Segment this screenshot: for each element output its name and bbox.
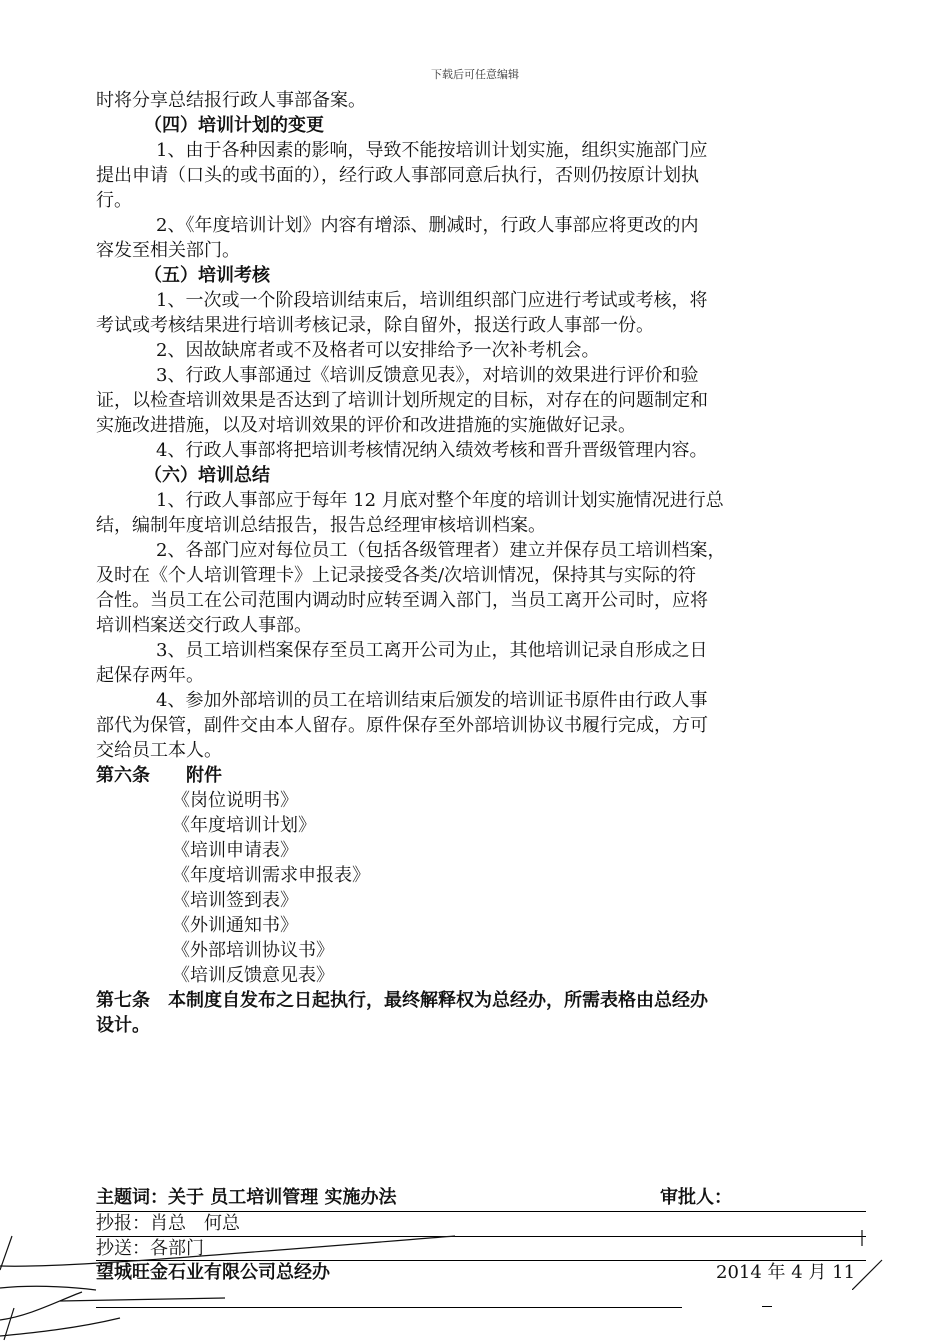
- document-body: [96, 88, 860, 1038]
- attachment-item: 《年度培训计划》: [172, 815, 316, 836]
- paragraph-line: 行。: [96, 190, 132, 211]
- cc-send-line: 抄送：各部门: [96, 1238, 204, 1259]
- paragraph-line: 2、各部门应对每位员工（包括各级管理者）建立并保存员工培训档案，: [156, 540, 726, 561]
- paragraph-line: 3、行政人事部通过《培训反馈意见表》，对培训的效果进行评价和验: [156, 365, 699, 386]
- paragraph-line: 2、《年度培训计划》内容有增添、删减时，行政人事部应将更改的内: [156, 215, 699, 236]
- section-title-6: （六）培训总结: [144, 465, 270, 486]
- attachment-item: 《年度培训需求申报表》: [172, 865, 370, 886]
- issue-date: 2014 年 4 月 11: [716, 1262, 856, 1283]
- paragraph-line: 1、由于各种因素的影响，导致不能按培训计划实施，组织实施部门应: [156, 140, 708, 161]
- article-7-line: 第七条 本制度自发布之日起执行，最终解释权为总经办，所需表格由总经办: [96, 990, 708, 1011]
- subject-keywords: 主题词：关于 员工培训管理 实施办法: [96, 1187, 397, 1208]
- cc-report-line: 抄报：肖总 何总: [96, 1213, 240, 1234]
- attachment-item: 《外训通知书》: [172, 915, 298, 936]
- paragraph-line: 4、行政人事部将把培训考核情况纳入绩效考核和晋升晋级管理内容。: [156, 440, 708, 461]
- scan-scribble-mark: [0, 1228, 460, 1344]
- paragraph-line: 交给员工本人。: [96, 740, 222, 761]
- attachment-item: 《岗位说明书》: [172, 790, 298, 811]
- section-title-4: （四）培训计划的变更: [144, 115, 324, 136]
- article-6-heading: [96, 763, 860, 788]
- tick-mark: [762, 1306, 772, 1307]
- paragraph-line: 4、参加外部培训的员工在培训结束后颁发的培训证书原件由行政人事: [156, 690, 708, 711]
- attachment-item: 《培训反馈意见表》: [172, 965, 334, 986]
- subject-line: [96, 1186, 866, 1210]
- header-note: 下载后可任意编辑: [431, 68, 519, 81]
- text-line: 时将分享总结报行政人事部备案。: [96, 90, 366, 111]
- article-7-line: 设计。: [96, 1015, 150, 1036]
- attachment-item: 《培训申请表》: [172, 840, 298, 861]
- paragraph-line: 考试或考核结果进行培训考核记录，除自留外，报送行政人事部一份。: [96, 315, 654, 336]
- paragraph-line: 及时在《个人培训管理卡》上记录接受各类/次培训情况，保持其与实际的符: [96, 565, 697, 586]
- article-6-label: 第六条: [96, 765, 150, 786]
- paragraph-line: 容发至相关部门。: [96, 240, 240, 261]
- attachment-item: 《培训签到表》: [172, 890, 298, 911]
- company-name: 望城旺金石业有限公司总经办: [96, 1262, 330, 1283]
- paragraph-line: 1、行政人事部应于每年 12 月底对整个年度的培训计划实施情况进行总: [156, 490, 724, 511]
- paragraph-line: 合性。当员工在公司范围内调动时应转至调入部门，当员工离开公司时，应将: [96, 590, 708, 611]
- article-6-title: 附件: [186, 765, 222, 786]
- paragraph-line: 提出申请（口头的或书面的），经行政人事部同意后执行，否则仍按原计划执: [96, 165, 699, 186]
- paragraph-line: 3、员工培训档案保存至员工离开公司为止，其他培训记录自形成之日: [156, 640, 708, 661]
- paragraph-line: 实施改进措施，以及对培训效果的评价和改进措施的实施做好记录。: [96, 415, 636, 436]
- paragraph-line: 1、一次或一个阶段培训结束后，培训组织部门应进行考试或考核，将: [156, 290, 708, 311]
- attachment-item: 《外部培训协议书》: [172, 940, 334, 961]
- paragraph-line: 培训档案送交行政人事部。: [96, 615, 312, 636]
- paragraph-line: 起保存两年。: [96, 665, 204, 686]
- paragraph-line: 2、因故缺席者或不及格者可以安排给予一次补考机会。: [156, 340, 600, 361]
- scan-corner-mark: [852, 1230, 892, 1290]
- paragraph-line: 部代为保管，副件交由本人留存。原件保存至外部培训协议书履行完成，方可: [96, 715, 708, 736]
- paragraph-line: 结，编制年度培训总结报告，报告总经理审核培训档案。: [96, 515, 546, 536]
- paragraph-line: 证，以检查培训效果是否达到了培训计划所规定的目标，对存在的问题制定和: [96, 390, 708, 411]
- approver-label: 审批人：: [660, 1187, 732, 1208]
- section-title-5: （五）培训考核: [144, 265, 270, 286]
